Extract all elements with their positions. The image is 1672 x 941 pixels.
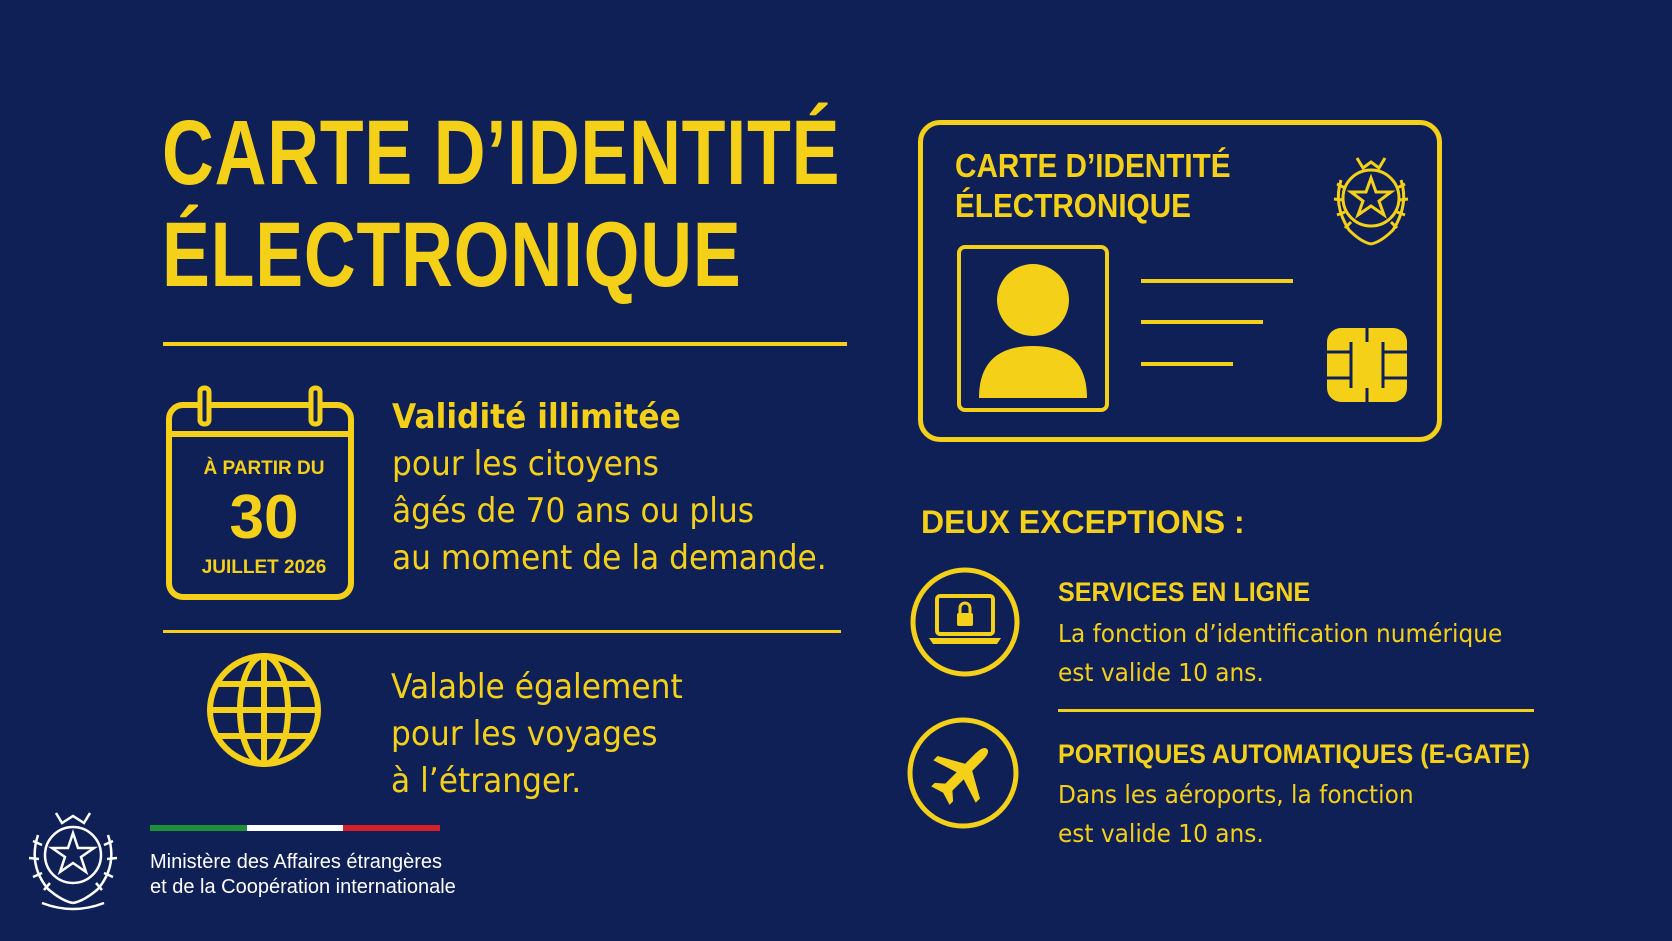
card-line-2 xyxy=(1141,320,1263,324)
validity-line-1: pour les citoyens xyxy=(392,444,659,484)
flag-white xyxy=(247,825,344,831)
laptop-lock-icon xyxy=(909,566,1021,678)
exception-2-line-2: est valide 10 ans. xyxy=(1058,819,1264,848)
republic-emblem-icon xyxy=(24,803,122,915)
page-title xyxy=(162,102,841,306)
emblem-icon xyxy=(1327,150,1415,252)
exceptions-title: DEUX EXCEPTIONS : xyxy=(921,504,1245,540)
validity-line-2: âgés de 70 ans ou plus xyxy=(392,491,755,531)
card-title-line-2: ÉLECTRONIQUE xyxy=(955,187,1191,224)
validity-text xyxy=(392,394,827,582)
card-title xyxy=(955,146,1231,226)
exception-2-line-1: Dans les aéroports, la fonction xyxy=(1058,780,1414,809)
exception-2-text xyxy=(1058,775,1414,853)
travel-line-2: pour les voyages xyxy=(391,714,658,754)
title-divider xyxy=(163,342,847,346)
card-line-1 xyxy=(1141,279,1293,283)
page-title-line-1: CARTE D’IDENTITÉ xyxy=(162,102,841,204)
ministry-name xyxy=(150,850,456,900)
page-title-line-2: ÉLECTRONIQUE xyxy=(162,204,742,306)
card-line-3 xyxy=(1141,362,1233,366)
airplane-icon xyxy=(906,716,1020,830)
middle-divider xyxy=(163,630,841,633)
validity-line-3: au moment de la demande. xyxy=(392,538,827,578)
ministry-line-1: Ministère des Affaires étrangères xyxy=(150,851,443,873)
exception-1-heading: SERVICES EN LIGNE xyxy=(1058,577,1311,607)
exception-1-line-1: La fonction d’identification numérique xyxy=(1058,619,1503,648)
calendar-day: 30 xyxy=(229,483,299,552)
travel-line-1: Valable également xyxy=(391,667,683,707)
travel-line-3: à l’étranger. xyxy=(391,761,582,801)
italian-flag-stripe xyxy=(150,825,440,831)
person-icon xyxy=(977,262,1089,398)
chip-icon xyxy=(1327,328,1407,402)
exception-1-text xyxy=(1058,614,1502,692)
exceptions-divider xyxy=(1058,709,1534,712)
travel-text xyxy=(391,664,683,805)
calendar-top-label: À PARTIR DU xyxy=(203,458,325,479)
flag-green xyxy=(150,825,247,831)
flag-red xyxy=(343,825,440,831)
card-title-line-1: CARTE D’IDENTITÉ xyxy=(955,147,1231,184)
exception-2-heading: PORTIQUES AUTOMATIQUES (E-GATE) xyxy=(1058,739,1530,769)
calendar-bottom-label: JUILLET 2026 xyxy=(201,557,327,578)
globe-icon xyxy=(206,652,322,768)
validity-heading: Validité illimitée xyxy=(392,397,681,437)
exception-1-line-2: est valide 10 ans. xyxy=(1058,658,1264,687)
ministry-line-2: et de la Coopération internationale xyxy=(150,876,456,898)
